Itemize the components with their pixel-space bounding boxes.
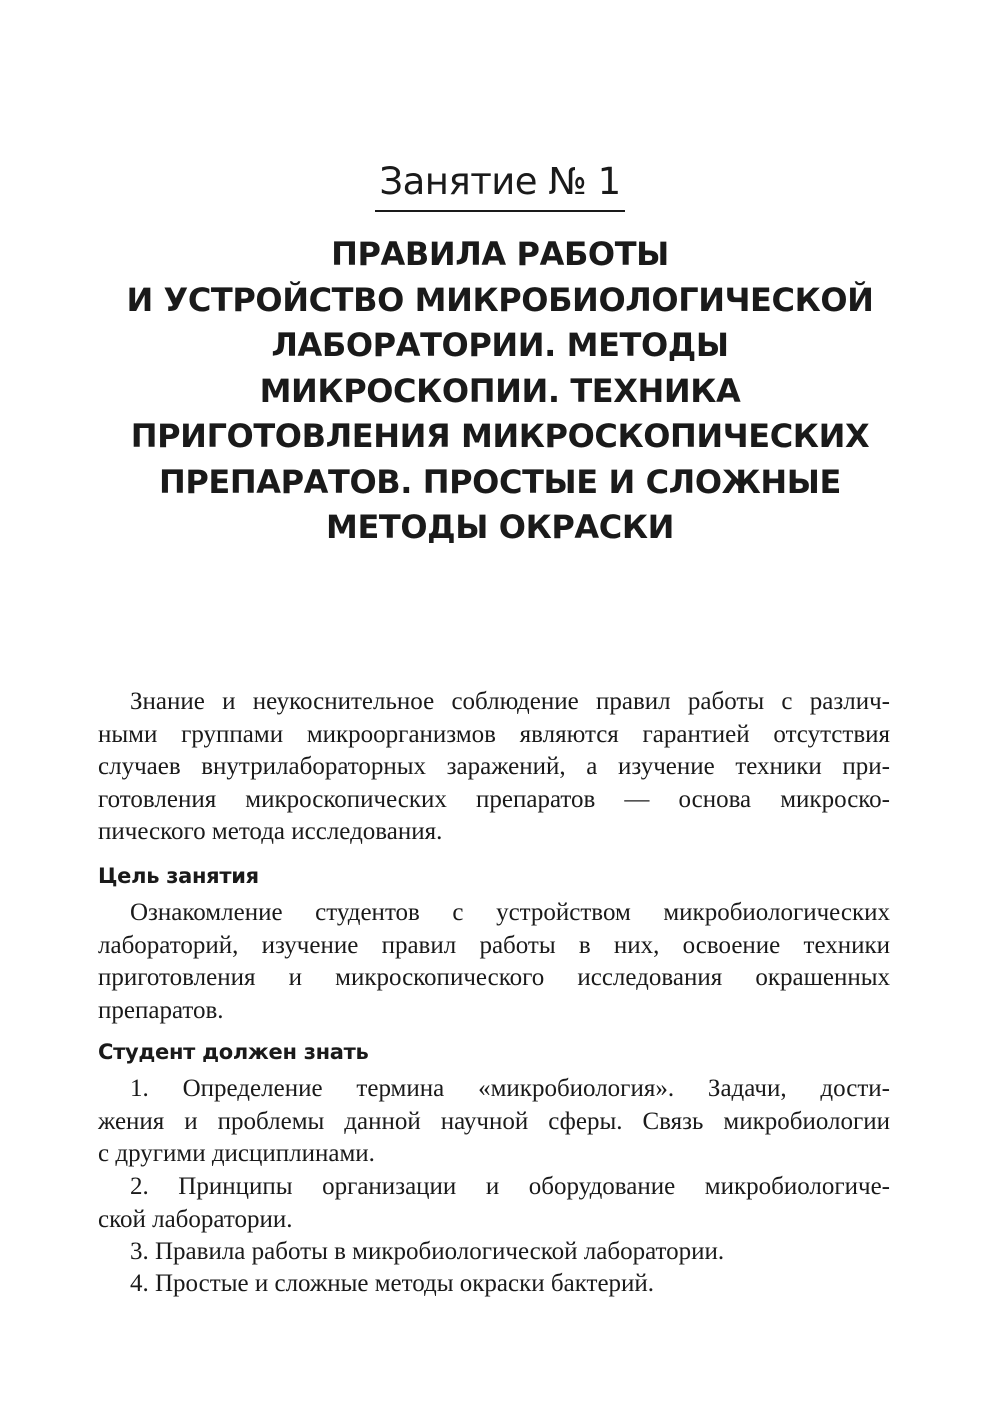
text-line: 1. Определение термина «микробиология». Задачи, дости- <box>130 1075 890 1102</box>
text-line: лабораторий, изучение правил работы в них, освоение техники <box>98 931 890 959</box>
title-line: ПРАВИЛА РАБОТЫ <box>331 235 669 273</box>
title-line: МИКРОСКОПИИ. ТЕХНИКА <box>259 371 741 410</box>
text-line: 4. Простые и сложные методы окраски бактерий. <box>130 1270 655 1297</box>
title-line: ПРИГОТОВЛЕНИЯ МИКРОСКОПИЧЕСКИХ <box>130 417 870 455</box>
knowledge-item-4 <box>98 1268 890 1301</box>
text-line: случаев внутрилабораторных заражений, а изучение техники при- <box>98 753 890 780</box>
title-line: ПРЕПАРАТОВ. ПРОСТЫЕ И СЛОЖНЫЕ <box>158 462 842 501</box>
knowledge-item-1 <box>98 1073 890 1171</box>
title-line: МЕТОДЫ ОКРАСКИ <box>326 508 674 546</box>
text-line: 2. Принципы организации и оборудование микробиологиче- <box>130 1173 890 1200</box>
lesson-header <box>0 160 1000 212</box>
text-line: ными группами микроорганизмов являются гарантией отсутствия <box>98 720 890 748</box>
goal-heading: Цель занятия <box>98 864 259 888</box>
text-line: жения и проблемы данной научной сферы. Связь микробиологии <box>98 1107 890 1135</box>
goal-paragraph <box>98 897 890 1027</box>
text-line: готовления микроскопических препаратов — основа микроско- <box>98 785 890 813</box>
text-line: приготовления и микроскопического исследования окрашенных <box>98 964 890 991</box>
text-line: Знание и неукоснительное соблюдение правил работы с различ- <box>130 688 890 715</box>
text-line: 3. Правила работы в микробиологической лаборатории. <box>130 1238 725 1265</box>
intro-paragraph <box>98 686 890 849</box>
lesson-title <box>0 232 1000 551</box>
knowledge-item-2 <box>98 1171 890 1236</box>
text-line: Ознакомление студентов с устройством микробиологических <box>130 899 890 926</box>
text-line: ской лаборатории. <box>98 1205 293 1233</box>
knowledge-item-3 <box>98 1236 890 1269</box>
lesson-number: Занятие № 1 <box>375 160 624 212</box>
title-line: ЛАБОРАТОРИИ. МЕТОДЫ <box>271 326 729 364</box>
text-line: препаратов. <box>98 996 224 1024</box>
text-line: с другими дисциплинами. <box>98 1140 375 1167</box>
title-line: И УСТРОЙСТВО МИКРОБИОЛОГИЧЕСКОЙ <box>126 280 874 319</box>
knowledge-heading: Студент должен знать <box>98 1040 369 1064</box>
text-line: пического метода исследования. <box>98 818 443 845</box>
